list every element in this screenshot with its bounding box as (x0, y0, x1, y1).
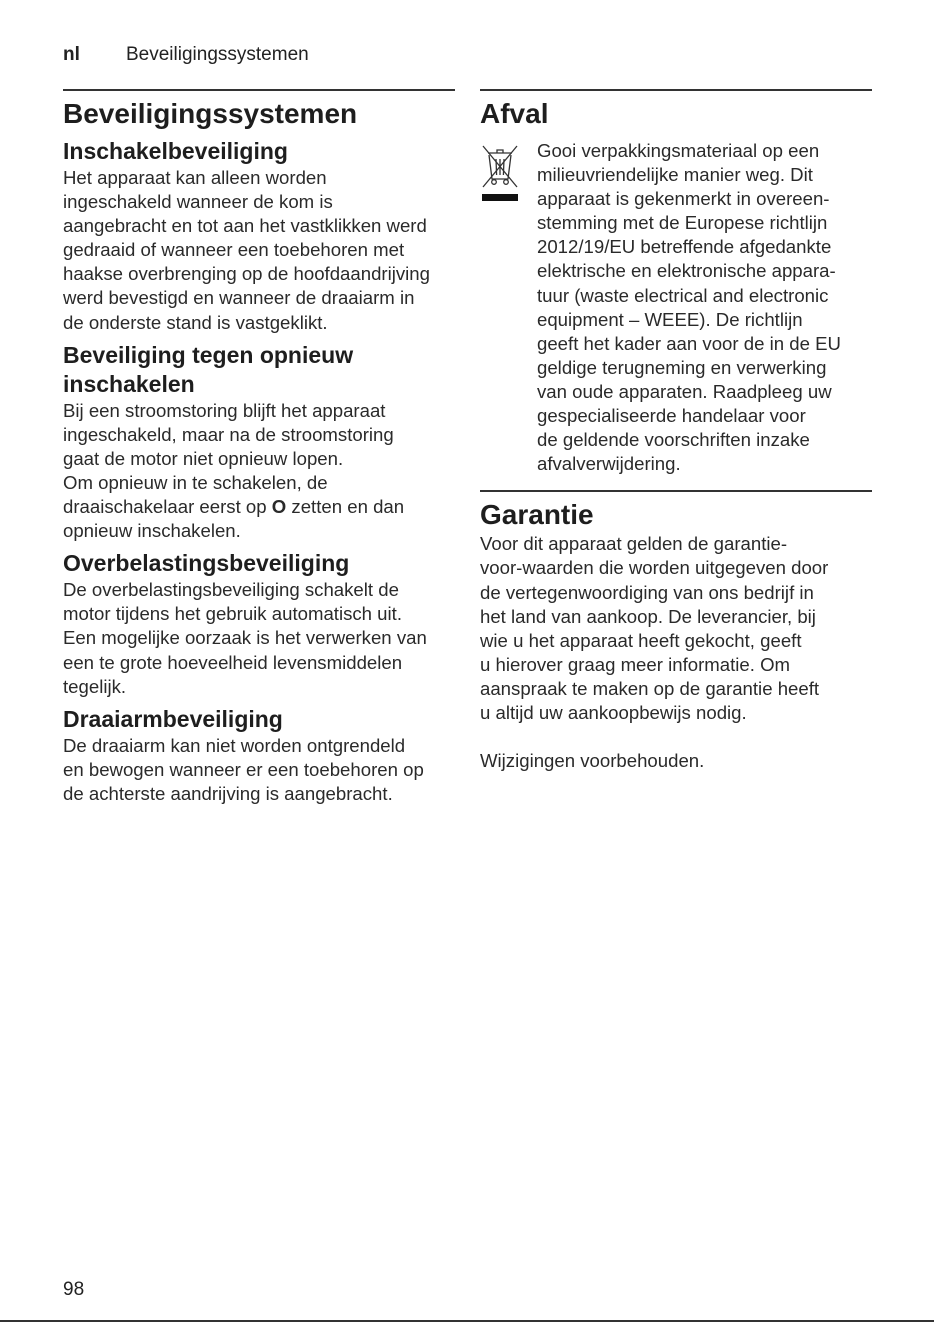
off-position-symbol: O (271, 496, 287, 518)
heading-draaiarmbeveiliging: Draaiarmbeveiliging (63, 705, 283, 732)
section-title-beveiligingssystemen: Beveiligingssystemen (63, 98, 358, 129)
bottom-rule (0, 1320, 934, 1322)
section-rule (63, 89, 455, 91)
right-column (480, 89, 872, 773)
paragraph-draaiarmbeveiliging: De draaiarm kan niet worden ontgrendeld en bewogen wanneer er een toebehoren op de achterste aandrijving is aangebracht. (63, 734, 424, 804)
running-header (63, 44, 309, 66)
changes-note: Wijzigingen voorbehouden. (480, 750, 705, 772)
section-rule (480, 490, 872, 492)
paragraph-afval: Gooi verpakkingsmateriaal op een milieuvriendelijke manier weg. Dit apparaat is gekenmerkt in overeen- stemming met de Europese richtlijn 2012/19/EU betreffende afgedankte elektrische en elektronische appara- tuur (waste electrical and electronic equipment – WEEE). De richtlijn geeft het kader aan voor de in de EU geldige terugneming en verwerking van oude apparaten. Raadpleeg uw gespecialiseerde handelaar voor de geldende voorschriften inzake afvalverwijdering. (537, 140, 841, 475)
heading-overbelastingsbeveiliging: Overbelastingsbeveiliging (63, 550, 350, 577)
paragraph-herinschakelbeveiliging: Bij een stroomstoring blijft het apparaat ingeschakeld, maar na de stroomstoring gaat de motor niet opnieuw lopen. Om opnieuw in te schakelen, de draaischakelaar eerst op O zetten en dan opnieuw inschakelen. (63, 399, 405, 542)
waste-block (480, 139, 872, 476)
page-number: 98 (63, 1279, 85, 1300)
section-rule (480, 89, 872, 91)
paragraph-inschakelbeveiliging: Het apparaat kan alleen worden ingeschakeld wanneer de kom is aangebracht en tot aan het vastklikken werd gedraaid of wanneer een toebehoren met haakse overbrenging op de hoofdaandrijving werd bevestigd en wanneer de draaiarm in de onderste stand is vastgeklikt. (63, 167, 430, 333)
left-column (63, 89, 455, 806)
header-title: Beveiligingssystemen (126, 44, 309, 65)
heading-inschakelbeveiliging: Inschakelbeveiliging (63, 138, 288, 164)
weee-crossed-bin-icon (480, 139, 537, 476)
section-title-afval: Afval (480, 98, 549, 129)
language-code: nl (63, 44, 80, 65)
paragraph-overbelastingsbeveiliging: De overbelastingsbeveiliging schakelt de motor tijdens het gebruik automatisch uit. Een mogelijke oorzaak is het verwerken van een te grote hoeveelheid levensmiddelen tegelijk. (63, 579, 427, 697)
paragraph-garantie: Voor dit apparaat gelden de garantie- voor-waarden die worden uitgegeven door de vertegenwoordiging van ons bedrijf in het land van aankoop. De leverancier, bij wie u het apparaat heeft gekocht, geeft u hierover graag meer informatie. Om aanspraak te maken op de garantie heeft u altijd uw aankoopbewijs nodig. (480, 533, 829, 723)
section-title-garantie: Garantie (480, 499, 594, 531)
heading-herinschakelbeveiliging: Beveiliging tegen opnieuw inschakelen (63, 341, 354, 397)
